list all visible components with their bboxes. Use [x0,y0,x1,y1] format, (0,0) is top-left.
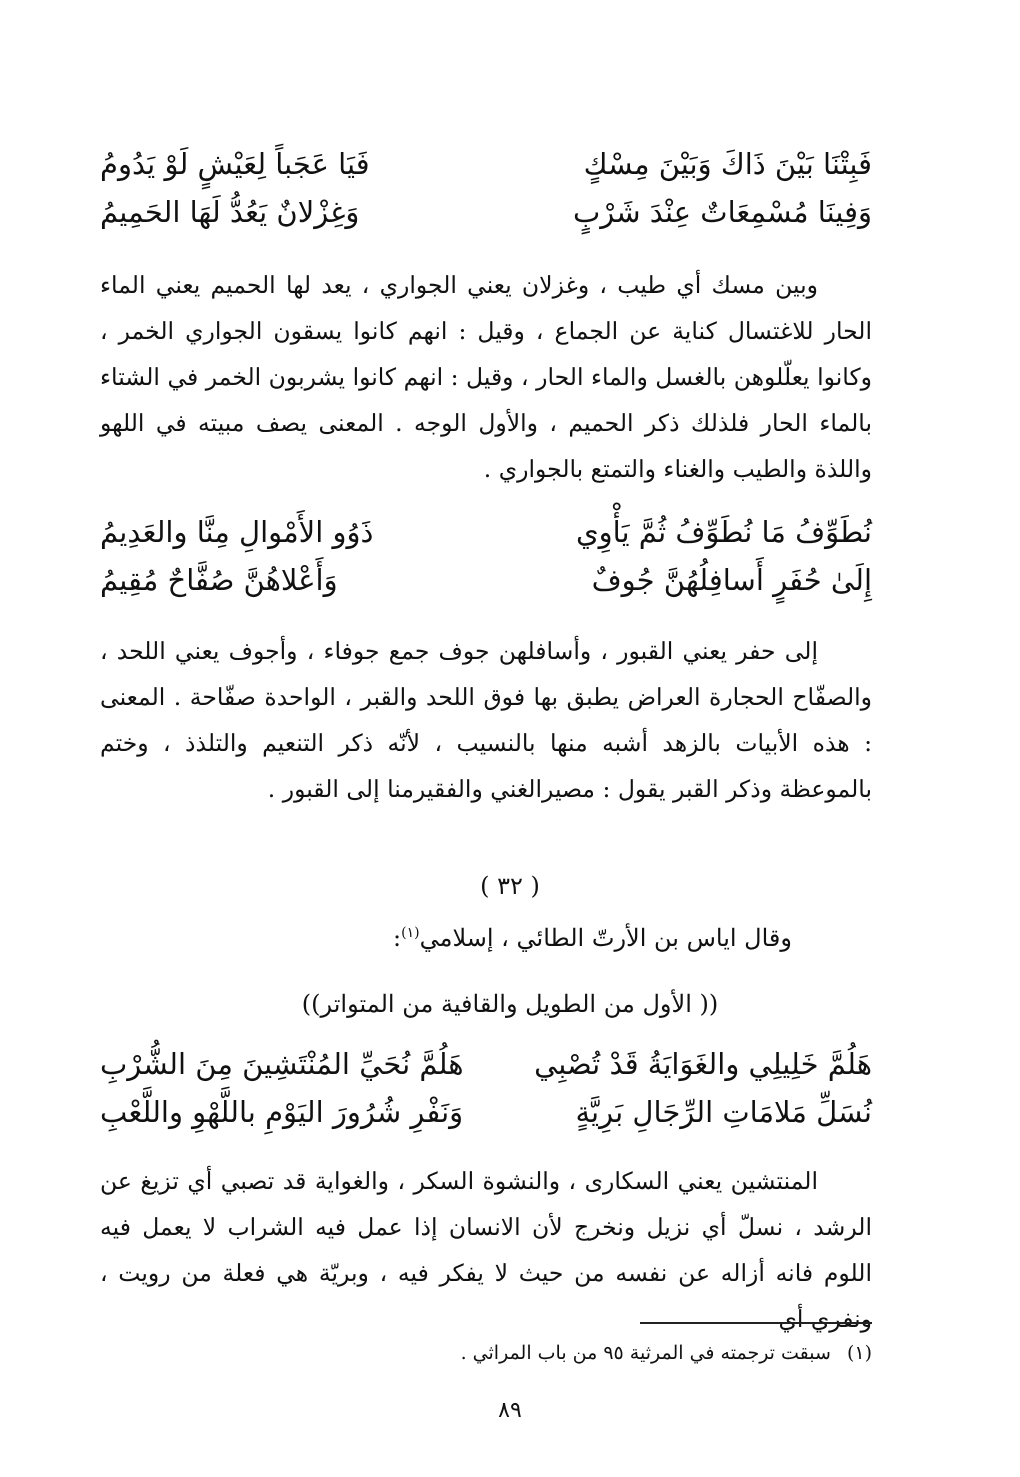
commentary-paragraph: وبين مسك أي طيب ، وغزلان يعني الجواري ، يعد لها الحميم يعني الماء الحار للاغتسال كناية عن الجماع ، وقيل : انهم كانوا يسقون الجواري الخمر ، وكانوا يعلّلوهن بالغسل والماء الحار ، وقيل : انهم كانوا يشربون الخمر في الشتاء بالماء الحار فلذلك ذكر الحميم ، والأول الوجه . المعنى يصف مبيته في اللهو واللذة والطيب والغناء والتمتع بالجواري . [100,271,872,483]
verse-couplet [100,188,872,236]
second-hemistich: هَلُمَّ نُحَيِّ المُنْتَشِينَ مِنَ الشُّرْبِ [100,1047,464,1081]
commentary-paragraph: المنتشين يعني السكارى ، والنشوة السكر ، والغواية قد تصبي أي تزيغ عن الرشد ، نسلّ أي نزيل ونخرج لأن الانسان إذا عمل فيه الشراب لا يعمل فيه اللوم فانه أزاله عن نفسه من حيث لا يفكر فيه ، وبريّة هي فعلة من رويت ، ونفري أي [100,1167,872,1333]
commentary-2 [100,628,872,812]
first-hemistich: فَبِتْنَا بَيْنَ ذَاكَ وَبَيْنَ مِسْكٍ [583,147,872,181]
first-hemistich: وَفِينَا مُسْمِعَاتٌ عِنْدَ شَرْبٍ [572,195,872,229]
meter-line: (( الأول من الطويل والقافية من المتواتر)) [301,990,719,1018]
footnote-reference: (١) [401,925,420,941]
commentary-3 [100,1158,872,1342]
intro-text: وقال اياس بن الأرتّ الطائي ، إسلامي [419,924,792,952]
footnote-text: سبقت ترجمته في المرثية ٩٥ من باب المراثي . [460,1342,831,1364]
verse-couplet [100,508,872,556]
poem-1 [100,140,872,236]
first-hemistich: هَلُمَّ خَلِيلِي والغَوَايَةُ قَدْ تُصْبِي [534,1047,872,1081]
first-hemistich: نُسَلِّ مَلامَاتِ الرِّجَالِ بَرِيَّةٍ [575,1095,872,1129]
verse-couplet [100,1040,872,1088]
verse-couplet [100,1088,872,1136]
second-hemistich: وَأَعْلاهُنَّ صُفَّاحٌ مُقِيمُ [100,563,338,597]
poem-2 [100,508,872,604]
commentary-paragraph: إلى حفر يعني القبور ، وأسافلهن جوف جمع جوفاء ، وأجوف يعني اللحد ، والصفّاح الحجارة العراض يطبق بها فوق اللحد والقبر ، الواحدة صفّاحة . المعنى : هذه الأبيات بالزهد أشبه منها بالنسيب ، لأنّه ذكر التنعيم والتلذذ ، وختم بالموعظة وذكر القبر يقول : مصيرالغني والفقيرمنا إلى القبور . [100,637,872,803]
first-hemistich: إِلَىٰ حُفَرٍ أَسافِلُهُنَّ جُوفٌ [591,563,872,597]
second-hemistich: ذَوُو الأَمْوالِ مِنَّا والعَدِيمُ [100,515,374,549]
section-number: ( ٣٢ ) [480,872,540,900]
first-hemistich: نُطَوِّفُ مَا نُطَوِّفُ ثُمَّ يَأْوِي [575,515,872,549]
second-hemistich: وَنَفْرِ شُرُورَ اليَوْمِ باللَّهْوِ واللَّعْبِ [100,1095,464,1129]
verse-couplet [100,556,872,604]
page-number: ٨٩ [498,1398,522,1423]
commentary-1 [100,262,872,492]
intro-colon: : [393,924,402,952]
verse-couplet [100,140,872,188]
footnote-number: (١) [846,1342,872,1364]
poem-3 [100,1040,872,1136]
footnote [461,1342,872,1364]
section-intro [393,924,792,952]
second-hemistich: فَيَا عَجَباً لِعَيْشٍ لَوْ يَدُومُ [100,147,370,181]
footnote-divider [640,1322,872,1324]
second-hemistich: وَغِزْلانٌ يَعُدُّ لَهَا الحَمِيمُ [100,195,360,229]
